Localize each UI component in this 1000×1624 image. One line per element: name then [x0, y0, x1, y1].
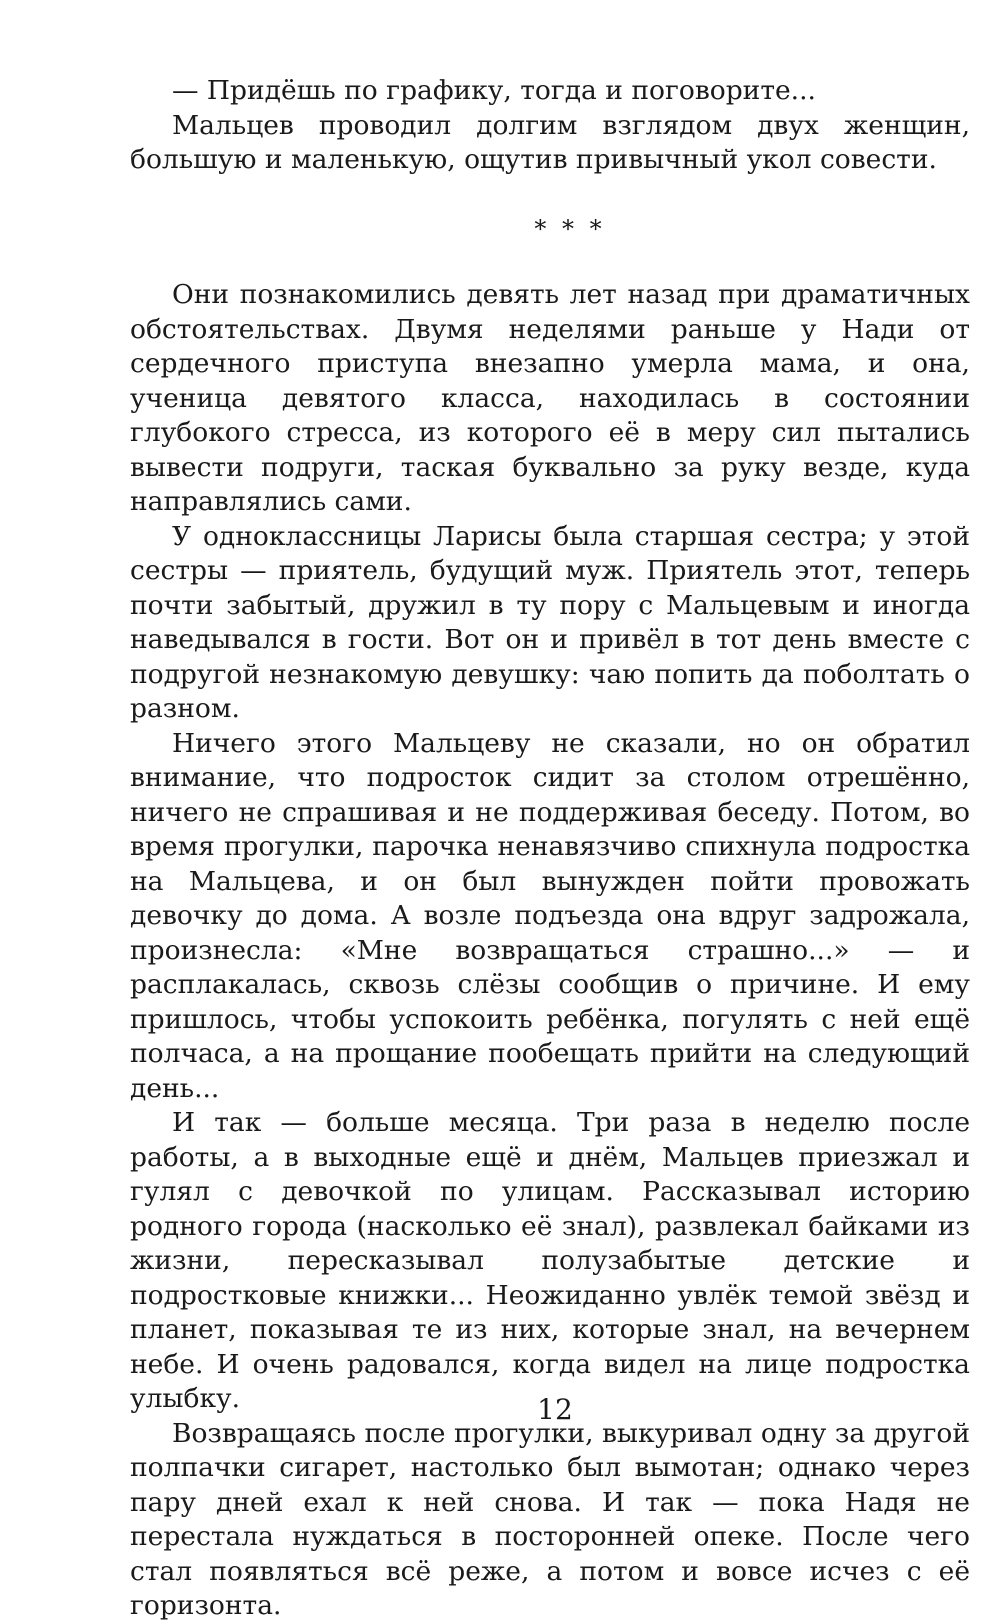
paragraph-walk: Ничего этого Мальцеву не сказали, но он обратил внимание, что подросток сидит за столом отрешённо, ничего не спрашивая и не поддерживая беседу. Потом, во время прогулки, парочка ненавязчиво спихнула подростка на Мальцева, и он был вынужден пойти провожать девочку до дома. А возле подъезда она вдруг задрожала, произнесла: «Мне возвращаться страшно...» — и расплакалась, сквозь слёзы сообщив о причине. И ему пришлось, чтобы успокоить ребёнка, погулять с ней ещё полчаса, а на прощание пообещать прийти на следующий день... — [130, 727, 970, 1104]
paragraph-dialogue: — Придёшь по графику, тогда и поговорите... — [172, 75, 816, 106]
paragraph-month: И так — больше месяца. Три раза в неделю после работы, а в выходные ещё и днём, Мальцев приезжал и гулял с девочкой по улицам. Рассказывал историю родного города (насколько её знал), развлекал байками из жизни, пересказывал полузабытые детские и подростковые книжки... Неожиданно увлёк темой звёзд и планет, показывая те из них, которые знал, на вечернем небе. И очень радовался, когда видел на лице подростка улыбку. — [130, 1107, 970, 1414]
paragraph-acquaintance: Они познакомились девять лет назад при драматичных обстоятельствах. Двумя неделями раньше у Нади от сердечного приступа внезапно умерла мама, и она, ученица девятого класса, находилась в состоянии глубокого стресса, из которого её в меру сил пытались вывести подруги, таская буквально за руку везде, куда направлялись сами. — [130, 279, 970, 517]
paragraph-maltsev-watch: Мальцев проводил долгим взглядом двух женщин, большую и маленькую, ощутив привычный укол совести. — [130, 109, 970, 175]
page-body — [130, 74, 970, 1624]
section-separator: * * * — [534, 214, 606, 243]
paragraph-return: Возвращаясь после прогулки, выкуривал одну за другой полпачки сигарет, настолько был вымотан; однако через пару дней ехал к ней снова. И так — пока Надя не перестала нуждаться в посторонней опеке. После чего стал появляться всё реже, а потом и вовсе исчез с её горизонта. — [130, 1417, 970, 1621]
page-number: 12 — [537, 1393, 573, 1426]
paragraph-larisa: У одноклассницы Ларисы была старшая сестра; у этой сестры — приятель, будущий муж. Приятель этот, теперь почти забытый, дружил в ту пору с Мальцевым и иногда наведывался в гости. Вот он и привёл в тот день вместе с подругой незнакомую девушку: чаю попить да поболтать о разном. — [130, 520, 970, 724]
